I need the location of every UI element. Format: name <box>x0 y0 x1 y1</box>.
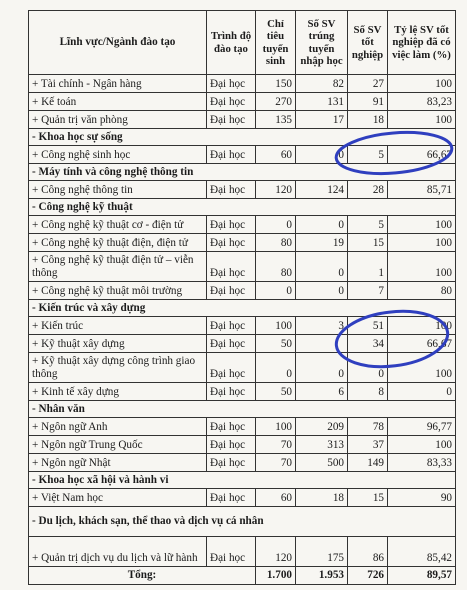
program-row <box>29 489 456 507</box>
program-row <box>29 317 456 335</box>
program-quota: 70 <box>256 436 296 454</box>
program-name: + Ngôn ngữ Anh <box>29 418 207 436</box>
program-name: + Công nghệ kỹ thuật cơ - điện tử <box>29 216 207 234</box>
program-name: + Kinh tế xây dựng <box>29 383 207 401</box>
program-quota: 80 <box>256 252 296 282</box>
program-employment-rate: 66,67 <box>388 335 456 353</box>
program-graduated: 5 <box>348 216 388 234</box>
program-quota: 120 <box>256 537 296 567</box>
category-row <box>29 300 456 317</box>
program-graduated: 149 <box>348 454 388 472</box>
program-admitted: 0 <box>296 353 348 383</box>
program-row <box>29 146 456 164</box>
program-level: Đại học <box>207 282 256 300</box>
header-employment-rate: Tỷ lệ SV tốt nghiệp đã có việc làm (%) <box>388 11 456 75</box>
program-row <box>29 216 456 234</box>
training-statistics-table <box>28 10 456 585</box>
program-level: Đại học <box>207 216 256 234</box>
total-label: Tổng: <box>29 567 256 585</box>
program-quota: 50 <box>256 383 296 401</box>
program-admitted: 124 <box>296 181 348 199</box>
program-quota: 100 <box>256 418 296 436</box>
program-admitted <box>296 335 348 353</box>
program-admitted: 6 <box>296 383 348 401</box>
program-admitted: 17 <box>296 111 348 129</box>
program-admitted: 0 <box>296 282 348 300</box>
total-rate: 89,57 <box>388 567 456 585</box>
program-row <box>29 75 456 93</box>
program-admitted: 0 <box>296 146 348 164</box>
program-level: Đại học <box>207 93 256 111</box>
program-name: + Tài chính - Ngân hàng <box>29 75 207 93</box>
program-quota: 0 <box>256 353 296 383</box>
table-header-row <box>29 11 456 75</box>
program-employment-rate: 80 <box>388 282 456 300</box>
program-level: Đại học <box>207 146 256 164</box>
program-graduated: 18 <box>348 111 388 129</box>
program-quota: 135 <box>256 111 296 129</box>
program-employment-rate: 100 <box>388 111 456 129</box>
program-admitted: 175 <box>296 537 348 567</box>
program-quota: 0 <box>256 282 296 300</box>
program-graduated: 1 <box>348 252 388 282</box>
program-admitted: 131 <box>296 93 348 111</box>
program-admitted: 3 <box>296 317 348 335</box>
program-quota: 0 <box>256 216 296 234</box>
program-row <box>29 335 456 353</box>
program-graduated: 27 <box>348 75 388 93</box>
program-row <box>29 252 456 282</box>
program-level: Đại học <box>207 436 256 454</box>
program-name: + Công nghệ kỹ thuật điện tử – viễn thông <box>29 252 207 282</box>
program-graduated: 0 <box>348 353 388 383</box>
header-level: Trình độ đào tạo <box>207 11 256 75</box>
program-name: + Kiến trúc <box>29 317 207 335</box>
program-name: + Ngôn ngữ Nhật <box>29 454 207 472</box>
program-graduated: 7 <box>348 282 388 300</box>
program-level: Đại học <box>207 489 256 507</box>
category-row <box>29 164 456 181</box>
program-level: Đại học <box>207 335 256 353</box>
category-label: - Công nghệ kỹ thuật <box>29 199 456 216</box>
program-admitted: 209 <box>296 418 348 436</box>
program-row <box>29 181 456 199</box>
program-graduated: 15 <box>348 489 388 507</box>
program-graduated: 37 <box>348 436 388 454</box>
program-quota: 70 <box>256 454 296 472</box>
program-row <box>29 454 456 472</box>
program-level: Đại học <box>207 353 256 383</box>
program-graduated: 28 <box>348 181 388 199</box>
program-graduated: 5 <box>348 146 388 164</box>
program-employment-rate: 100 <box>388 234 456 252</box>
program-employment-rate: 100 <box>388 252 456 282</box>
program-row <box>29 234 456 252</box>
program-employment-rate: 66,67 <box>388 146 456 164</box>
program-quota: 100 <box>256 317 296 335</box>
program-employment-rate: 85,71 <box>388 181 456 199</box>
program-name: + Quản trị dịch vụ du lịch và lữ hành <box>29 537 207 567</box>
program-name: + Công nghệ kỹ thuật điện, điện tử <box>29 234 207 252</box>
program-quota: 80 <box>256 234 296 252</box>
program-employment-rate: 100 <box>388 436 456 454</box>
program-employment-rate: 83,33 <box>388 454 456 472</box>
header-field: Lĩnh vực/Ngành đào tạo <box>29 11 207 75</box>
program-row <box>29 93 456 111</box>
program-graduated: 91 <box>348 93 388 111</box>
program-name: + Kế toán <box>29 93 207 111</box>
category-row <box>29 401 456 418</box>
total-admitted: 1.953 <box>296 567 348 585</box>
program-row <box>29 282 456 300</box>
program-name: + Kỹ thuật xây dựng công trình giao thông <box>29 353 207 383</box>
program-name: + Việt Nam học <box>29 489 207 507</box>
program-admitted: 0 <box>296 216 348 234</box>
program-level: Đại học <box>207 75 256 93</box>
program-employment-rate: 85,42 <box>388 537 456 567</box>
program-quota: 120 <box>256 181 296 199</box>
program-quota: 150 <box>256 75 296 93</box>
category-label: - Máy tính và công nghệ thông tin <box>29 164 456 181</box>
program-name: + Công nghệ thông tin <box>29 181 207 199</box>
program-name: + Quản trị văn phòng <box>29 111 207 129</box>
program-admitted: 313 <box>296 436 348 454</box>
program-employment-rate: 96,77 <box>388 418 456 436</box>
program-employment-rate: 100 <box>388 317 456 335</box>
category-label: - Kiến trúc và xây dựng <box>29 300 456 317</box>
program-employment-rate: 0 <box>388 383 456 401</box>
program-level: Đại học <box>207 317 256 335</box>
category-row <box>29 472 456 489</box>
program-row <box>29 383 456 401</box>
category-label: - Khoa học sự sống <box>29 129 456 146</box>
program-employment-rate: 90 <box>388 489 456 507</box>
program-quota: 60 <box>256 489 296 507</box>
program-admitted: 19 <box>296 234 348 252</box>
category-row <box>29 507 456 537</box>
header-quota: Chỉ tiêu tuyển sinh <box>256 11 296 75</box>
category-label: - Nhân văn <box>29 401 456 418</box>
program-admitted: 500 <box>296 454 348 472</box>
program-level: Đại học <box>207 454 256 472</box>
program-level: Đại học <box>207 111 256 129</box>
program-graduated: 34 <box>348 335 388 353</box>
category-row <box>29 129 456 146</box>
total-row <box>29 567 456 585</box>
program-quota: 60 <box>256 146 296 164</box>
program-name: + Công nghệ sinh học <box>29 146 207 164</box>
program-level: Đại học <box>207 181 256 199</box>
program-level: Đại học <box>207 537 256 567</box>
program-row <box>29 436 456 454</box>
program-admitted: 82 <box>296 75 348 93</box>
header-admitted: Số SV trúng tuyển nhập học <box>296 11 348 75</box>
program-name: + Kỹ thuật xây dựng <box>29 335 207 353</box>
category-label: - Du lịch, khách sạn, thể thao và dịch vụ cá nhân <box>29 507 456 537</box>
program-graduated: 86 <box>348 537 388 567</box>
program-quota: 50 <box>256 335 296 353</box>
program-level: Đại học <box>207 418 256 436</box>
program-graduated: 78 <box>348 418 388 436</box>
program-graduated: 51 <box>348 317 388 335</box>
header-graduated: Số SV tốt nghiệp <box>348 11 388 75</box>
program-level: Đại học <box>207 234 256 252</box>
program-admitted: 18 <box>296 489 348 507</box>
program-name: + Ngôn ngữ Trung Quốc <box>29 436 207 454</box>
program-employment-rate: 100 <box>388 75 456 93</box>
program-level: Đại học <box>207 383 256 401</box>
program-admitted: 0 <box>296 252 348 282</box>
program-employment-rate: 100 <box>388 216 456 234</box>
program-row <box>29 353 456 383</box>
program-quota: 270 <box>256 93 296 111</box>
total-graduated: 726 <box>348 567 388 585</box>
program-level: Đại học <box>207 252 256 282</box>
program-graduated: 8 <box>348 383 388 401</box>
category-label: - Khoa học xã hội và hành vi <box>29 472 456 489</box>
program-row <box>29 418 456 436</box>
program-graduated: 15 <box>348 234 388 252</box>
program-name: + Công nghệ kỹ thuật môi trường <box>29 282 207 300</box>
category-row <box>29 199 456 216</box>
program-row <box>29 537 456 567</box>
program-employment-rate: 83,23 <box>388 93 456 111</box>
total-quota: 1.700 <box>256 567 296 585</box>
program-row <box>29 111 456 129</box>
program-employment-rate: 100 <box>388 353 456 383</box>
